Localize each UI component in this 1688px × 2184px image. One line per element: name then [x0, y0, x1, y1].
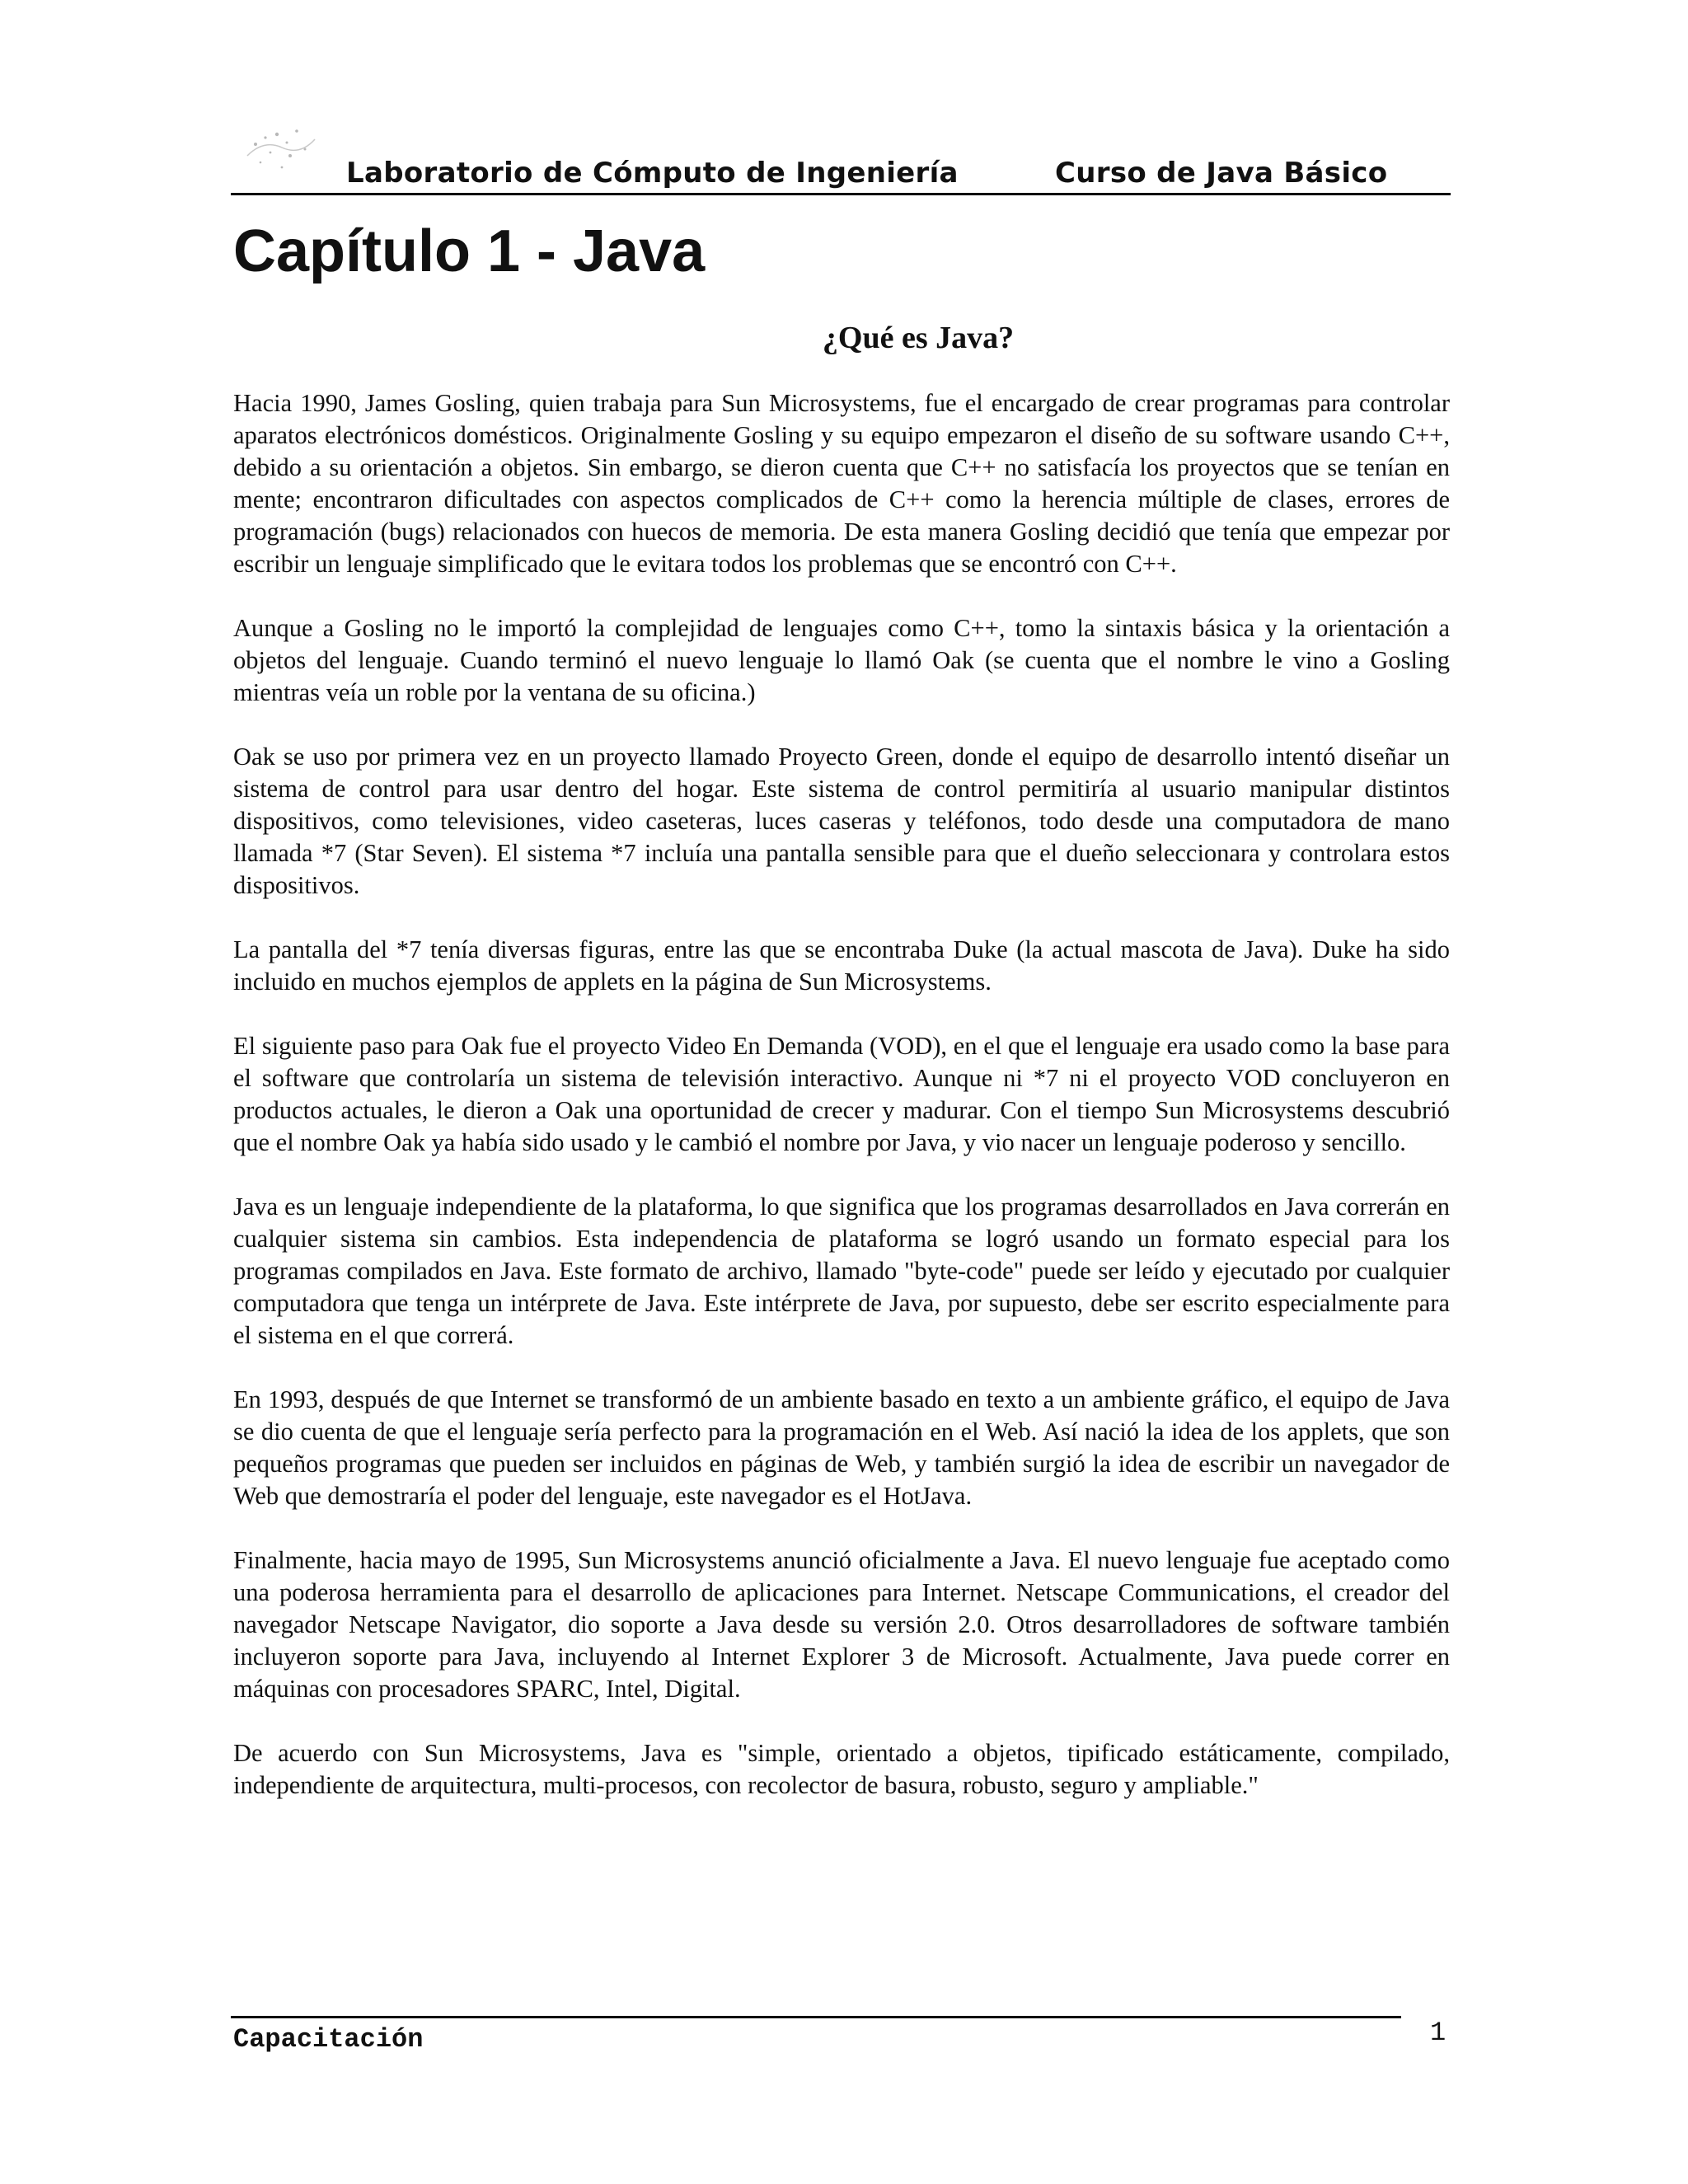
header-lab-name: Laboratorio de Cómputo de Ingeniería: [346, 157, 959, 190]
paragraph: Oak se uso por primera vez en un proyecto llamado Proyecto Green, donde el equipo de desarrollo intentó diseñar un sistema de control para usar dentro del hogar. Este sistema de control permitiría al usuario manipular distintos dispositivos, como televisiones, video caseteras, luces caseras y teléfonos, todo desde una computadora de mano llamada *7 (Star Seven). El sistema *7 incluía una pantalla sensible para que el dueño seleccionara y controlara estos dispositivos.: [233, 743, 1450, 899]
paragraph: De acuerdo con Sun Microsystems, Java es "simple, orientado a objetos, tipificado estáticamente, compilado, independiente de arquitectura, multi-procesos, con recolector de basura, robusto, seguro y ampliable.": [233, 1739, 1450, 1799]
paragraph: Aunque a Gosling no le importó la complejidad de lenguajes como C++, tomo la sintaxis básica y la orientación a objetos del lenguaje. Cuando terminó el nuevo lenguaje lo llamó Oak (se cuenta que el nombre le vino a Gosling mientras veía un roble por la ventana de su oficina.): [233, 614, 1450, 706]
page-header: [231, 153, 1451, 195]
footer-divider: [231, 2016, 1401, 2018]
chapter-title: Capítulo 1 - Java: [233, 218, 706, 284]
paragraph: Finalmente, hacia mayo de 1995, Sun Microsystems anunció oficialmente a Java. El nuevo lenguaje fue aceptado como una poderosa herramienta para el desarrollo de aplicaciones para Internet. Netscape Communications, el creador del navegador Netscape Navigator, dio soporte a Java desde su versión 2.0. Otros desarrolladores de software también incluyeron soporte para Java, incluyendo al Internet Explorer 3 de Microsoft. Actualmente, Java puede correr en máquinas con procesadores SPARC, Intel, Digital.: [233, 1546, 1450, 1703]
paragraph: La pantalla del *7 tenía diversas figuras, entre las que se encontraba Duke (la actual mascota de Java). Duke ha sido incluido en muchos ejemplos de applets en la página de Sun Microsystems.: [233, 935, 1450, 996]
paragraph: Hacia 1990, James Gosling, quien trabaja para Sun Microsystems, fue el encargado de crear programas para controlar aparatos electrónicos domésticos. Originalmente Gosling y su equipo empezaron el diseño de su software usando C++, debido a su orientación a objetos. Sin embargo, se dieron cuenta que C++ no satisfacía los proyectos que se tenían en mente; encontraron dificultades con aspectos complicados de C++ como la herencia múltiple de clases, errores de programación (bugs) relacionados con huecos de memoria. De esta manera Gosling decidió que tenía que empezar por escribir un lenguaje simplificado que le evitara todos los problemas que se encontró con C++.: [233, 389, 1450, 578]
footer-label: Capacitación: [233, 2024, 424, 2055]
paragraph: Java es un lenguaje independiente de la plataforma, lo que significa que los programas desarrollados en Java correrán en cualquier sistema sin cambios. Esta independencia de plataforma se logró usando un formato especial para los programas compilados en Java. Este formato de archivo, llamado "byte-code" puede ser leído y ejecutado por cualquier computadora que tenga un intérprete de Java. Este intérprete de Java, por supuesto, debe ser escrito especialmente para el sistema en el que correrá.: [233, 1193, 1450, 1349]
body-text: [233, 387, 1450, 1834]
header-course-name: Curso de Java Básico: [1055, 157, 1388, 190]
paragraph: El siguiente paso para Oak fue el proyecto Video En Demanda (VOD), en el que el lenguaje era usado como la base para el software que controlaría un sistema de televisión interactivo. Aunque ni *7 ni el proyecto VOD concluyeron en productos actuales, le dieron a Oak una oportunidad de crecer y madurar. Con el tiempo Sun Microsystems descubrió que el nombre Oak ya había sido usado y le cambió el nombre por Java, y vio nacer un lenguaje poderoso y sencillo.: [233, 1032, 1450, 1156]
page-number: 1: [1430, 2018, 1447, 2048]
paragraph: En 1993, después de que Internet se transformó de un ambiente basado en texto a un ambiente gráfico, el equipo de Java se dio cuenta de que el lenguaje sería perfecto para la programación en el Web. Así nació la idea de los applets, que son pequeños programas que pueden ser incluidos en páginas de Web, y también surgió la idea de escribir un navegador de Web que demostraría el poder del lenguaje, este navegador es el HotJava.: [233, 1385, 1450, 1510]
section-title: ¿Qué es Java?: [822, 321, 1015, 355]
